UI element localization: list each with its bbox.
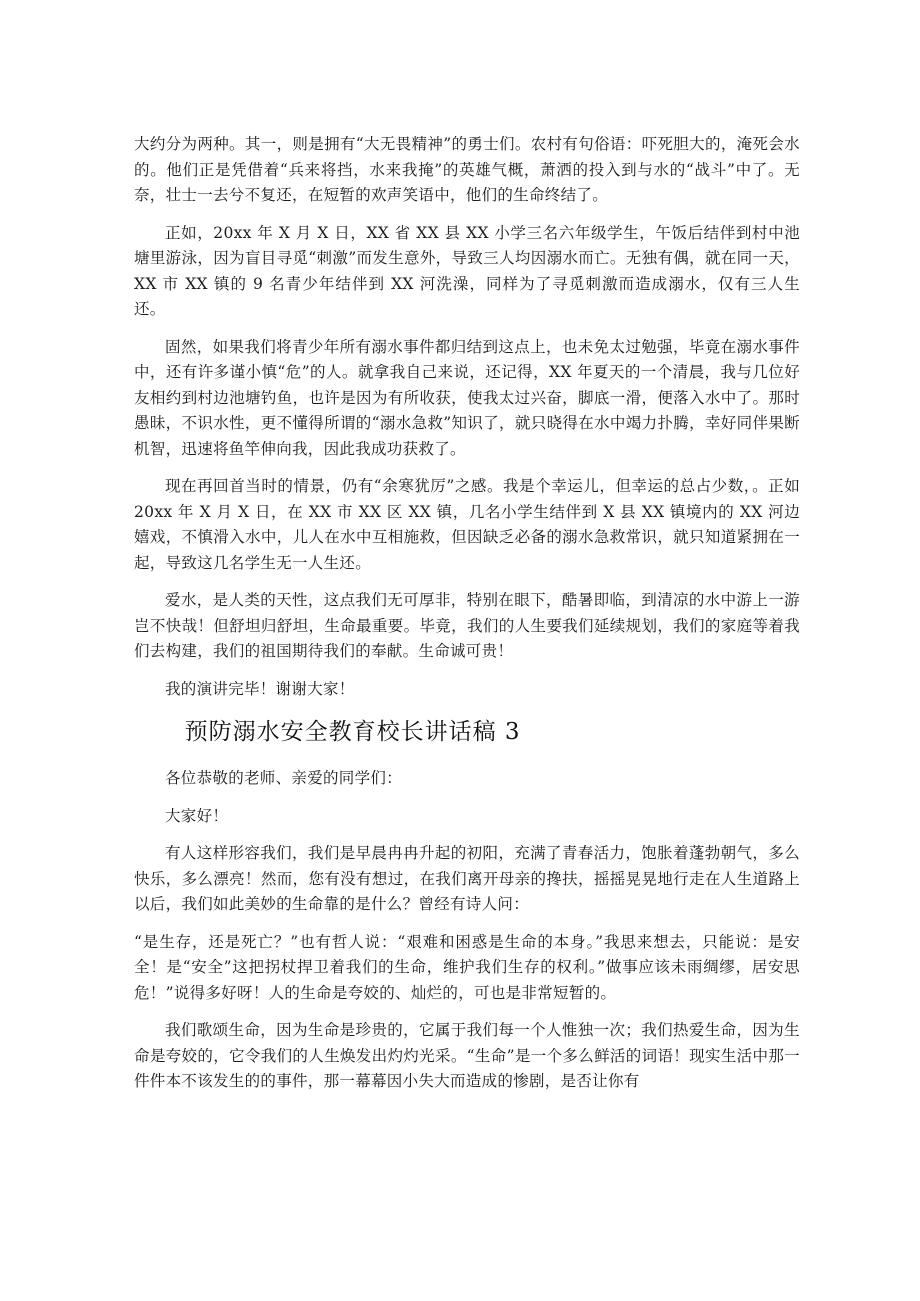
paragraph-quote-safety: “是生存，还是死亡？”也有哲人说：“艰难和困惑是生命的本身。”我思来想去，只能说：是安全！是“安全”这把拐杖捍卫着我们的生命，维护我们生存的权利。”做事应该未雨绸缪，居安思危！”说得多好呀！人的生命是夸姣的、灿烂的，可也是非常短暂的。 [134,932,800,1002]
paragraph-personal-story: 固然，如果我们将青少年所有溺水事件都归结到这点上，也未免太过勉强，毕竟在溺水事件中，还有许多谨小慎“危”的人。就拿我自己来说，还记得，XX 年夏天的一个清晨，我与几位好友相约到村边池塘钓鱼，也许是因为有所收获，使我太过兴奋，脚底一滑，便落入水中了。那时愚昧，不识水性，更不懂得所谓的“溺水急救”知识了，就只晓得在水中竭力扑腾，幸好同伴果断机智，迅速将鱼竿伸向我，因此我成功获救了。 [134,337,800,458]
paragraph-love-water: 爱水，是人类的天性，这点我们无可厚非，特别在眼下，酷暑即临，到清凉的水中游上一游岂不快哉！但舒坦归舒坦，生命最重要。毕竟，我们的人生要我们延续规划，我们的家庭等着我们去构建，我们的祖国期待我们的奉献。生命诚可贵！ [134,591,800,660]
speech-greeting: 各位恭敬的老师、亲爱的同学们： [165,769,403,787]
document-page [134,132,800,1107]
paragraph-morning-sun: 有人这样形容我们，我们是早晨冉冉升起的初阳，充满了青春活力，饱胀着蓬勃朝气，多么快乐，多么漂亮！然而，您有没有想过，在我们离开母亲的搀扶，摇摇晃晃地行走在人生道路上以后，我们如此美妙的生命靠的是什么？曾经有诗人问： [134,844,800,913]
paragraph-recollection: 现在再回首当时的情景，仍有“余寒犹厉”之感。我是个幸运儿，但幸运的总占少数，。正如 20xx 年 X 月 X 日，在 XX 市 XX 区 XX 镇，几名小学生结伴到 X 县 XX 镇境内的 XX 河边嬉戏，不慎滑入水中，儿人在水中互相施救，但因缺乏必备的溺水急救常识，就只知道紧拥在一起，导致这几名学生无一人生还。 [134,477,800,572]
paragraph-continuation: 大约分为两种。其一，则是拥有“大无畏精神”的勇士们。农村有句俗语：吓死胆大的，淹死会水的。他们正是凭借着“兵来将挡，水来我掩”的英雄气概，萧洒的投入到与水的“战斗”中了。无奈，壮士一去兮不复还，在短暂的欢声笑语中，他们的生命终结了。 [134,135,800,204]
speech-hello: 大家好！ [165,806,229,825]
paragraph-incident-example: 正如，20xx 年 X 月 X 日，XX 省 XX 县 XX 小学三名六年级学生，午饭后结伴到村中池塘里游泳，因为盲目寻觅“刺激”而发生意外，导致三人均因溺水而亡。无独有偶，就在同一天，XX 市 XX 镇的 9 名青少年结伴到 XX 河洗澡，同样为了寻觅刺激而造成溺水，仅有三人生还。 [134,223,800,318]
section-heading: 预防溺水安全教育校长讲话稿 3 [184,719,521,745]
speech-closing: 我的演讲完毕！谢谢大家！ [165,679,355,698]
paragraph-praise-life: 我们歌颂生命，因为生命是珍贵的，它属于我们每一个人惟独一次；我们热爱生命，因为生命是夸姣的，它令我们的人生焕发出灼灼光采。“生命”是一个多么鲜活的词语！现实生活中那一件件本不该发生的的事件，那一幕幕因小失大而造成的惨剧，是否让你有 [134,1021,800,1090]
